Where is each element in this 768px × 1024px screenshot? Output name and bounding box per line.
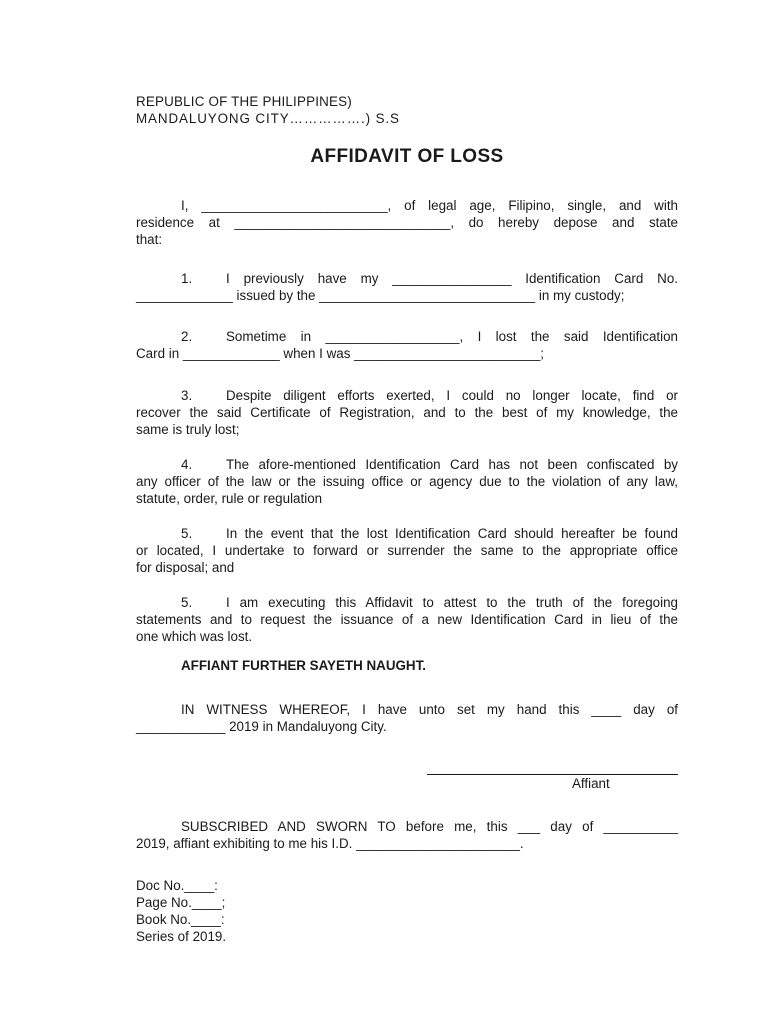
jurat-line-2: 2019, affiant exhibiting to me his I.D. ______________________. bbox=[136, 836, 524, 851]
item-5-number: 5. bbox=[181, 526, 193, 541]
item-5-paragraph bbox=[136, 525, 678, 576]
item-5-line-1: In the event that the lost Identification Card should hereafter be found bbox=[226, 526, 678, 541]
item-6-line-2: statements and to request the issuance of a new Identification Card in lieu of the bbox=[136, 612, 678, 627]
item-3-number: 3. bbox=[181, 388, 193, 403]
item-5-line-2: or located, I undertake to forward or surrender the same to the appropriate office bbox=[136, 543, 678, 558]
item-4-line-2: any officer of the law or the issuing office or agency due to the violation of any law, bbox=[136, 474, 678, 489]
series-year: Series of 2019. bbox=[136, 929, 227, 944]
intro-paragraph bbox=[136, 197, 678, 248]
venue-city: MANDALUYONG CITY…………….) S.S bbox=[136, 111, 400, 126]
book-number: Book No.____: bbox=[136, 912, 225, 927]
item-4-number: 4. bbox=[181, 457, 193, 472]
witness-line-1: IN WITNESS WHEREOF, I have unto set my hand this ____ day of bbox=[181, 702, 678, 717]
item-2-number: 2. bbox=[181, 329, 193, 344]
intro-line-2: residence at _____________________________, do hereby depose and state bbox=[136, 215, 678, 230]
venue-country: REPUBLIC OF THE PHILIPPINES) bbox=[136, 94, 352, 109]
item-3-paragraph bbox=[136, 387, 678, 438]
item-1-number: 1. bbox=[181, 271, 193, 286]
item-4-line-3: statute, order, rule or regulation bbox=[136, 491, 323, 506]
further-sayeth-paragraph bbox=[136, 657, 678, 674]
witness-paragraph bbox=[136, 701, 678, 735]
affiant-label: Affiant bbox=[572, 776, 610, 791]
further-sayeth-text: AFFIANT FURTHER SAYETH NAUGHT. bbox=[181, 658, 426, 673]
jurat-paragraph bbox=[136, 818, 678, 852]
page-number: Page No.____; bbox=[136, 895, 226, 910]
item-3-line-3: same is truly lost; bbox=[136, 422, 240, 437]
item-6-number: 5. bbox=[181, 595, 193, 610]
intro-line-3: that: bbox=[136, 232, 163, 247]
affidavit-page bbox=[136, 93, 678, 944]
item-1-line-1: I previously have my ________________ Identification Card No. bbox=[226, 271, 678, 286]
item-6-line-3: one which was lost. bbox=[136, 629, 253, 644]
affiant-signature-line bbox=[427, 774, 678, 775]
item-2-paragraph bbox=[136, 328, 678, 362]
item-3-line-2: recover the said Certificate of Registration, and to the best of my knowledge, the bbox=[136, 405, 678, 420]
item-2-line-2: Card in _____________ when I was _________________________; bbox=[136, 346, 545, 361]
jurat-line-1: SUBSCRIBED AND SWORN TO before me, this ___ day of __________ bbox=[181, 819, 678, 834]
item-6-line-1: I am executing this Affidavit to attest to the truth of the foregoing bbox=[226, 595, 678, 610]
item-3-line-1: Despite diligent efforts exerted, I could no longer locate, find or bbox=[226, 388, 678, 403]
item-1-paragraph bbox=[136, 270, 678, 304]
item-5-line-3: for disposal; and bbox=[136, 560, 235, 575]
item-4-line-1: The afore-mentioned Identification Card has not been confiscated by bbox=[226, 457, 678, 472]
item-4-paragraph bbox=[136, 456, 678, 507]
item-6-paragraph bbox=[136, 594, 678, 645]
document-title: AFFIDAVIT OF LOSS bbox=[310, 146, 504, 167]
venue-header bbox=[136, 93, 678, 127]
intro-line-1: I, _________________________, of legal age, Filipino, single, and with bbox=[181, 198, 678, 213]
witness-line-2: ____________ 2019 in Mandaluyong City. bbox=[136, 719, 387, 734]
doc-number: Doc No.____: bbox=[136, 878, 218, 893]
item-2-line-1: Sometime in __________________, I lost the said Identification bbox=[226, 329, 678, 344]
notarial-register bbox=[136, 877, 226, 945]
item-1-line-2: _____________ issued by the _____________________________ in my custody; bbox=[136, 288, 625, 303]
